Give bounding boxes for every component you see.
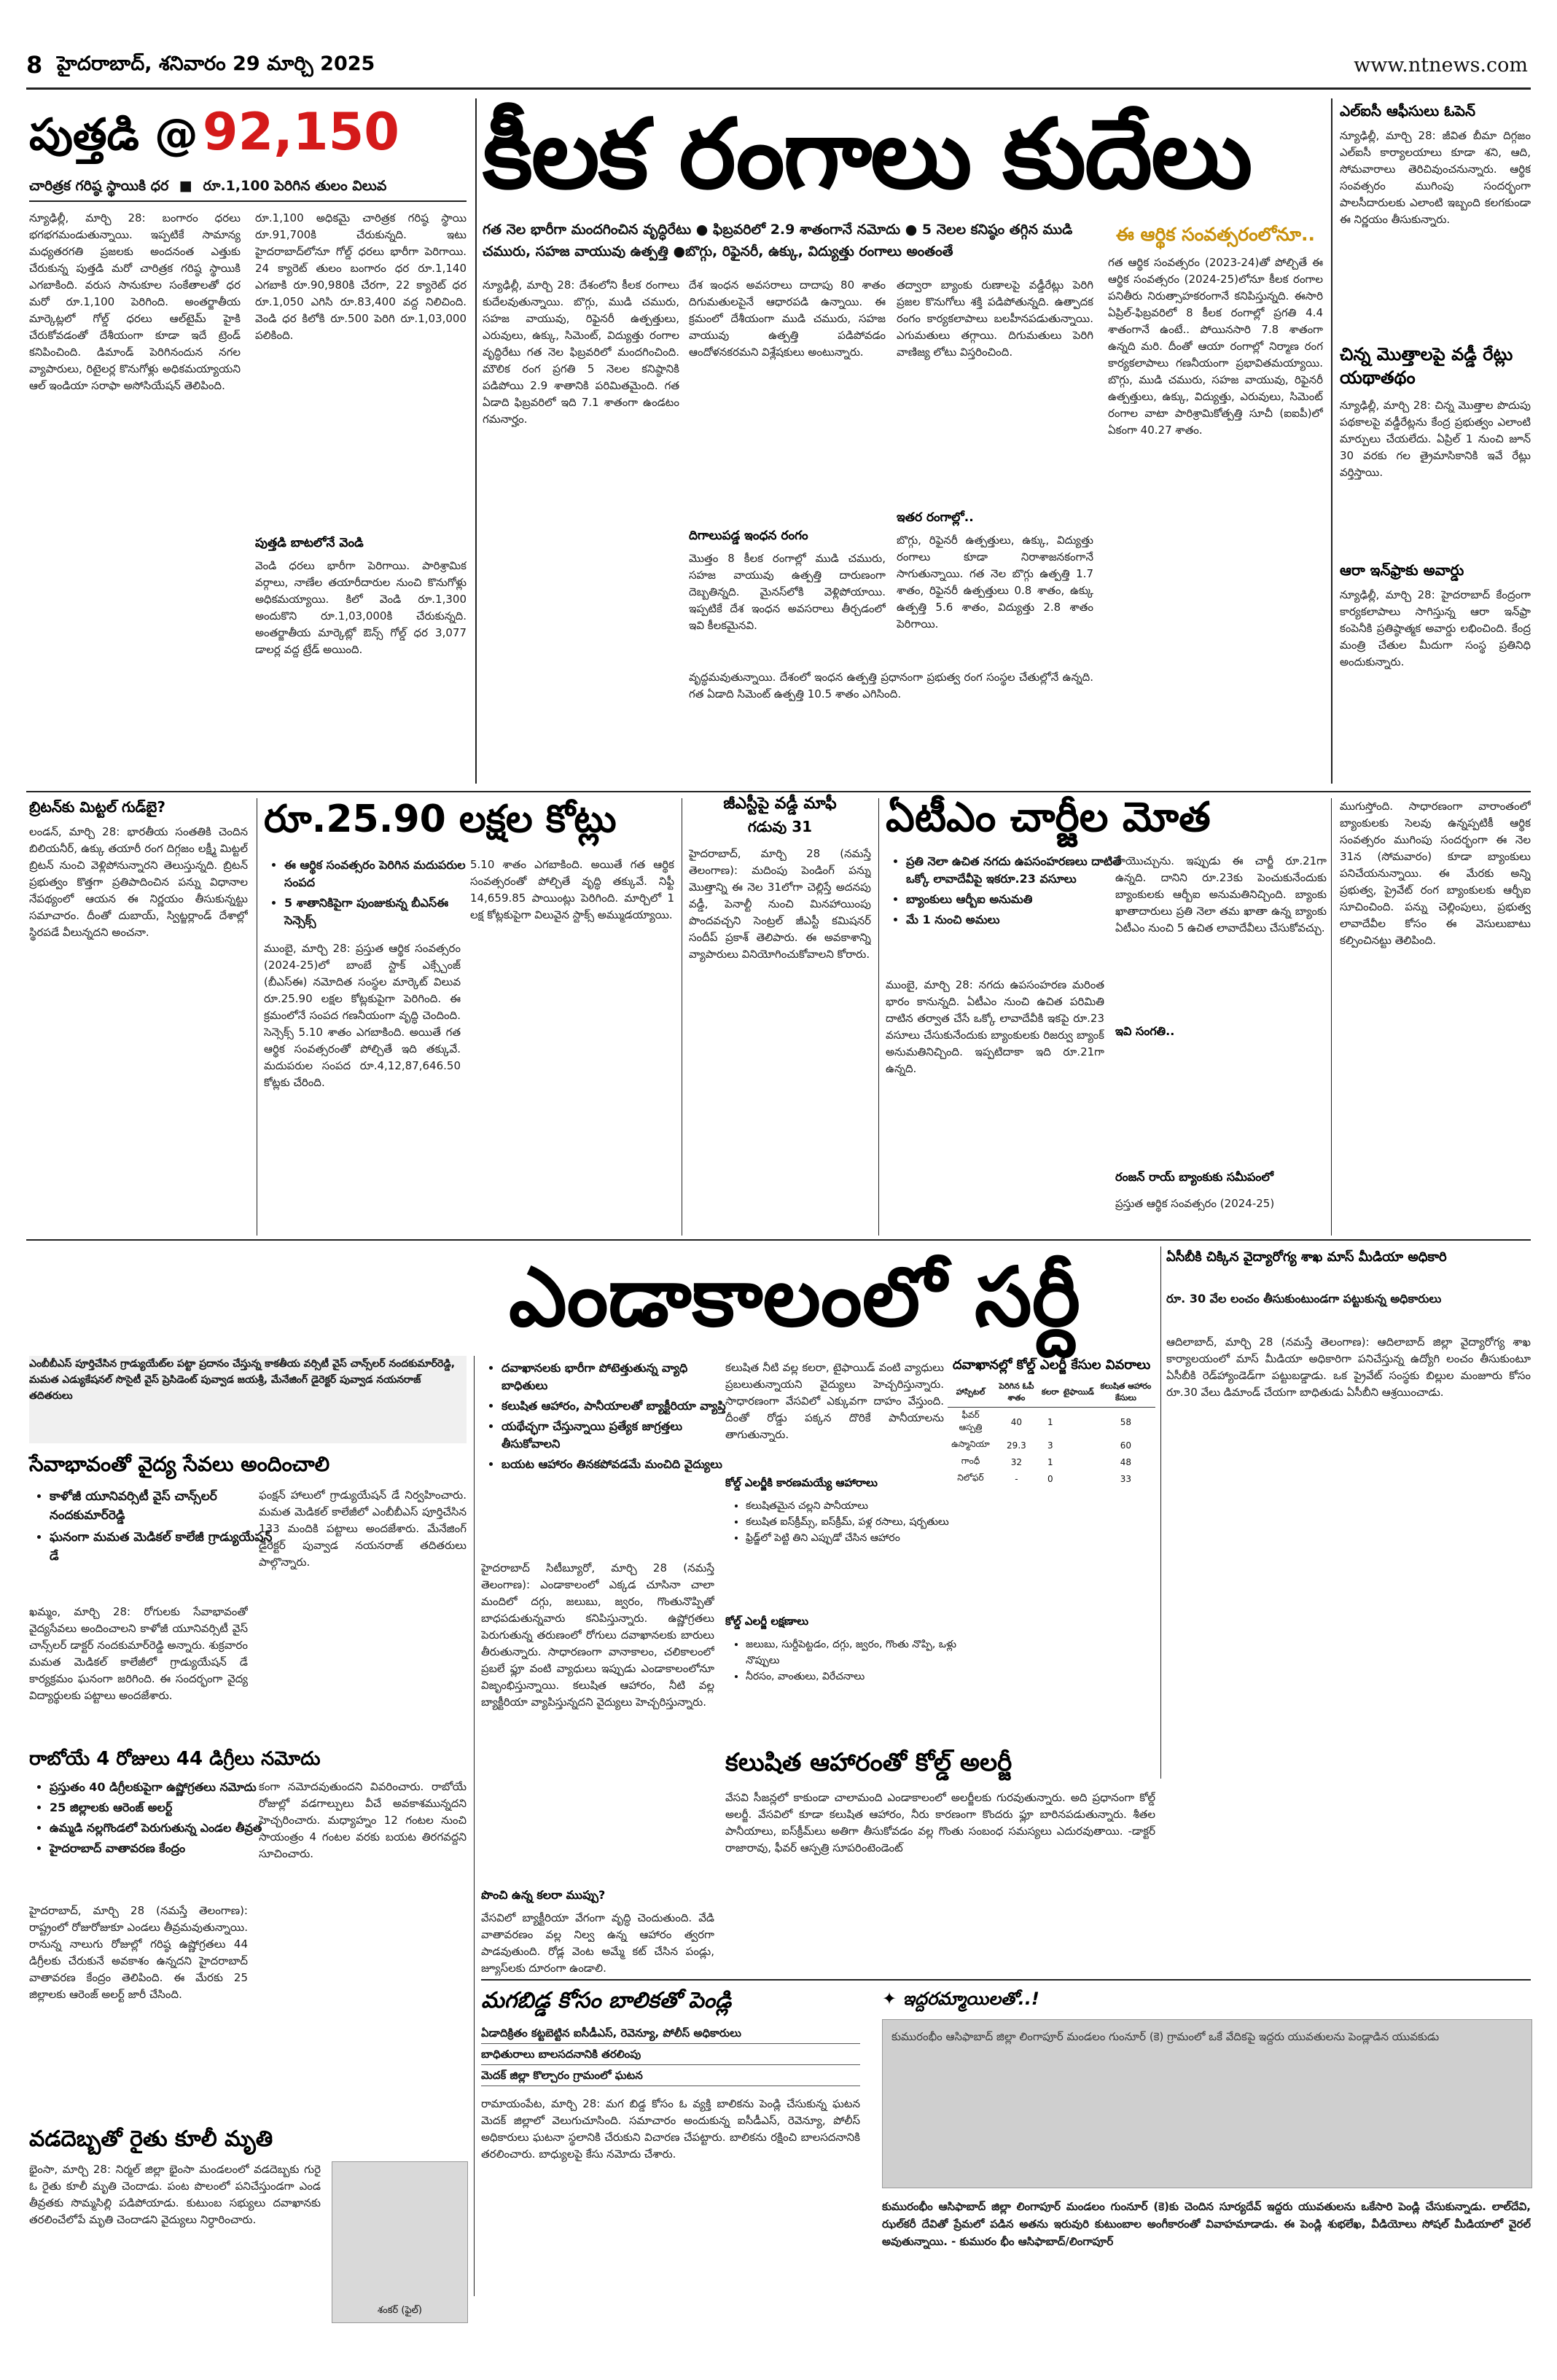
symptom-item: • నీరసం, వాంతులు, విరేచనాలు xyxy=(746,1669,964,1685)
heat-bullet: • ఉమ్మడి నల్లగొండలో పెరుగుతున్న ఎండల తీవ్రత xyxy=(50,1819,268,1837)
marriage-headline: మగబిడ్డ కోసం బాలికతో పెండ్లి xyxy=(481,1988,732,2013)
table-cell: 33 xyxy=(1120,1473,1132,1484)
main-body-col2b: మొత్తం 8 కీలక రంగాల్లో ముడి చమురు, సహజ వాయువు ఉత్పత్తి దారుణంగా దెబ్బతిన్నది. మైనస్‌లోకి వెళ్లిపోయాయి. ఇప్పటికే దేశ ఇంధన అవసరాలు తీర్చడంలో ఇవి కీలకమైనవి. xyxy=(689,552,886,632)
medical-college-head: సేవాభావంతో వైద్య సేవలు అందించాలి xyxy=(29,1452,330,1476)
atm-text2: రాయొచ్చును. ఇప్పుడు ఈ చార్జీ రూ.21గా ఉన్నది. దానిని రూ.23కు పెంచుకునేందుకు బ్యాంకులకు ఆర్బీఐ అనుమతినిచ్చింది. బ్యాంకు ఖాతాదారులు ప్రతి నెలా తమ ఖాతా ఉన్న బ్యాంకు ఏటీఎం నుంచి 5 ఉచిత లావాదేవీలు చేసుకోవచ్చు. xyxy=(1115,854,1327,935)
small-savings-head: చిన్న మొత్తాలపై వడ్డీ రేట్లు యథాతథం xyxy=(1340,344,1513,388)
aura-head: ఆరా ఇన్‌ఫ్రాకు అవార్డు xyxy=(1340,561,1464,579)
cases-table xyxy=(948,1379,1155,1487)
gst-sub: గడువు 31 xyxy=(747,818,813,835)
table-cell: 29.3 xyxy=(1007,1440,1026,1451)
col-divider xyxy=(1331,98,1332,784)
table-cell: గాంధీ xyxy=(961,1456,980,1466)
col-divider xyxy=(1331,798,1332,1236)
sparkle-icon: ✦ xyxy=(882,1989,903,2009)
col-divider xyxy=(878,798,879,1236)
main-body-col3: తద్వారా బ్యాంకు రుణాలపై వడ్డీరేట్లు పెరిగి ప్రజల కొనుగోలు శక్తి పడిపోతున్నది. ఉత్పాదక రంగం కార్యకలాపాలు బలహీనపడుతున్నాయి. ఎగుమతులు తగ్గాయి. దిగుమతులు పెరిగి వాణిజ్య లోటు విస్తరించింది. xyxy=(897,278,1093,359)
main-subhead-energy: దిగాలుపడ్డ ఇంధన రంగం xyxy=(689,528,808,543)
lic-head: ఎల్ఐసీ ఆఫీసులు ఓపెన్ xyxy=(1340,102,1476,120)
table-cell: 0 xyxy=(1047,1473,1053,1484)
summer-text-c: వేసవిలో బ్యాక్టీరియా వేగంగా వృద్ధి చెందుతుంది. వేడి వాతావరణం వల్ల నిల్వ ఉన్న ఆహారం త్వరగా పాడవుతుంది. రోడ్ల వెంట అమ్మే కట్ చేసిన పండ్లు, జ్యూస్‌లకు దూరంగా ఉండాలి. xyxy=(481,1911,714,1975)
table-cell: 32 xyxy=(1010,1456,1023,1467)
section-rule xyxy=(26,1239,1531,1241)
crore-bullets xyxy=(264,857,481,932)
banks-open-text: ముగుస్తోంది. సాధారణంగా వారాంతంలో బ్యాంకులకు సెలవు ఉన్నప్పటికీ ఆర్థిక సంవత్సరం ముగింపు సందర్భంగా ఈ నెల 31న (సోమవారం) కూడా బ్యాంకులు పనిచేయనున్నాయి. ఈ మేరకు అన్ని ప్రభుత్వ, ప్రైవేట్ రంగ బ్యాంకులకు ఆర్బీఐ సూచించింది. పన్ను చెల్లింపులు, ప్రభుత్వ లావాదేవీల కోసం ఈ వెసులుబాటు కల్పించినట్టు తెలిపింది. xyxy=(1340,800,1531,947)
cases-table-head: దవాఖానల్లో కోల్డ్ ఎలర్జీ కేసుల వివరాలు xyxy=(952,1357,1151,1373)
cold-food-item: • కలుషితమైన చల్లని పానీయాలు xyxy=(746,1498,964,1514)
marriage-bullet: మెదక్ జిల్లా కొల్చారం గ్రామంలో ఘటన xyxy=(481,2065,860,2086)
heat-bullet: • హైదరాబాద్ వాతావరణ కేంద్రం xyxy=(50,1840,268,1857)
farmer-photo xyxy=(332,2161,468,2323)
col-divider xyxy=(474,1356,475,2296)
table-cell xyxy=(1061,1408,1096,1437)
gold-headline-prefix: పుత్తడి @ xyxy=(29,109,198,160)
summer-bullets xyxy=(481,1359,735,1476)
year-box-head: ఈ ఆర్థిక సంవత్సరంలోనూ.. xyxy=(1115,224,1315,245)
summer-headline: ఎండాకాలంలో సర్దీ xyxy=(508,1250,1081,1345)
main-headline: కీలక రంగాలు కుదేలు xyxy=(483,98,1252,211)
gold-price: 92,150 xyxy=(202,102,399,162)
couple-photo-caption: కుమురంభీం ఆసిఫాబాద్ జిల్లా లింగాపూర్ మండలం గుంనూర్ (కె) గ్రామంలో ఒకే వేదికపై ఇద్దరు యువతులను పెండ్లాడిన యువకుడు xyxy=(891,2030,1440,2043)
summer-bullet: • కలుషిత ఆహారం, పానీయాలతో బ్యాక్టీరియా వ్యాప్తి xyxy=(502,1397,735,1415)
cases-table-box xyxy=(948,1356,1155,1487)
summer-subhead-cholera: పొంచి ఉన్న కలరా ముప్పు? xyxy=(481,1888,606,1902)
atm-bullet: • మే 1 నుంచి అమలు xyxy=(906,911,1125,929)
aura-text: న్యూఢిల్లీ, మార్చి 28: హైదరాబాద్ కేంద్రంగా కార్యకలాపాలు సాగిస్తున్న ఆరా ఇన్‌ఫ్రా కంపెనీకి ప్రతిష్ఠాత్మక అవార్డు లభించింది. కేంద్ర మంత్రి చేతుల మీదుగా సంస్థ ప్రతినిధి అందుకున్నారు. xyxy=(1340,588,1531,668)
summer-bullet: • దవాఖానలకు భారీగా పోటెత్తుతున్న వ్యాధి బాధితులు xyxy=(502,1359,735,1394)
marriage-bullet: బాధితురాలు బాలసదనానికి తరలింపు xyxy=(481,2044,860,2065)
main-body-col1: న్యూఢిల్లీ, మార్చి 28: దేశంలోని కీలక రంగాలు కుదేలవుతున్నాయి. బొగ్గు, ముడి చమురు, సహజ వాయువు, రిఫైనరీ ఉత్పత్తులు, ఎరువులు, ఉక్కు, సిమెంట్, విద్యుత్తు రంగాల వృద్ధిరేటు గత నెల ఫిబ్రవరిలో మందగించింది. మౌలిక రంగ ప్రగతి 5 నెలల కనిష్ఠానికి పడిపోయి 2.9 శాతానికి పరిమితమైంది. గత ఏడాది ఫిబ్రవరిలో ఇది 7.1 శాతంగా ఉండటం గమనార్హం. xyxy=(483,278,679,426)
medical-college-bullets xyxy=(29,1487,283,1569)
farmer-headline: వడదెబ్బతో రైతు కూలీ మృతి xyxy=(29,2126,273,2152)
crore-text2: 5.10 శాతం ఎగబాకింది. అయితే గత ఆర్థిక సంవత్సరంతో పోల్చితే వృద్ధి తక్కువే. నిఫ్టీ 14,659.85 పాయింట్లు పెరిగింది. మార్చిలో 1 లక్ష కోట్లకుపైగా విలువైన స్టాక్స్ అమ్ముడయ్యాయి. xyxy=(470,858,674,921)
allergy-text: వేసవి సీజన్లలో కాకుండా చాలామంది ఎండాకాలంలో అలర్జీలకు గురవుతున్నారు. అది ప్రధానంగా కోల్డ్ అలర్జీ. వేసవిలో కూడా కలుషిత ఆహారం, నీరు కారణంగా కొందరు ఫ్లూ బారినపడుతున్నారు. శీతల పానీయాలు, ఐస్‌క్రీమ్‌లు అతిగా తీసుకోవడం వల్ల గొంతు సంబంధ సమస్యలు ఎదురవుతాయి. -డాక్టర్ రాజారావు, ఫీవర్ ఆస్పత్రి సూపరింటెండెంట్ xyxy=(725,1791,1155,1854)
table-row xyxy=(948,1437,1155,1454)
couple-head-text: ఇద్దరమ్మాయిలతో..! xyxy=(902,1989,1039,2009)
table-cell: 60 xyxy=(1120,1440,1132,1451)
heat-text2: కంగా నమోదవుతుందని వివరించారు. రాబోయే రోజుల్లో వడగాల్పులు వీచే అవకాశమున్నదని హెచ్చరించారు. మధ్యాహ్నం 12 గంటల నుంచి సాయంత్రం 4 గంటల వరకు బయట తిరగవద్దని సూచించారు. xyxy=(259,1780,467,1860)
atm-subhead2: రంజన్ రాయ్ బ్యాంకుకు సమీపంలో xyxy=(1115,1170,1273,1184)
main-body-col3b: బొగ్గు, రిఫైనరీ ఉత్పత్తులు, ఉక్కు, విద్యుత్తు రంగాలు కూడా నిరాశాజనకంగానే సాగుతున్నాయి. గత నెల బొగ్గు ఉత్పత్తి 1.7 శాతం, రిఫైనరీ ఉత్పత్తులు 0.8 శాతం, ఉక్కు ఉత్పత్తి 5.6 శాతం, విద్యుత్తు 2.8 శాతం పెరిగాయి. xyxy=(897,534,1093,631)
atm-subhead: ఇవి సంగతి.. xyxy=(1115,1024,1175,1038)
crore-headline: రూ.25.90 లక్షల కోట్లు xyxy=(264,797,617,841)
table-header-row xyxy=(948,1379,1155,1408)
couple-text: కుమురంభీం ఆసిఫాబాద్ జిల్లా లింగాపూర్ మండలం గుంనూర్ (కె)కు చెందిన సూర్యదేవ్ ఇద్దరు యువతులను ఒకేసారి పెండ్లి చేసుకున్నాడు. లాల్‌దేవి, ఝల్‌కరీ దేవితో ప్రేమలో పడిన అతను ఇరువురి కుటుంబాల అంగీకారంతో వివాహమాడాడు. ఈ పెండ్లి శుభలేఖ, వీడియోలు సోషల్ మీడియాలో వైరల్ అవుతున్నాయి. - కుమురం భీం ఆసిఫాబాద్/లింగాపూర్ xyxy=(882,2200,1531,2248)
gold-subhead-silver: పుత్తడి బాటలోనే వెండి xyxy=(255,536,364,550)
acb-text: ఆదిలాబాద్, మార్చి 28 (నమస్తే తెలంగాణ): ఆదిలాబాద్ జిల్లా వైద్యారోగ్య శాఖ కార్యాలయంలో మాస్ మీడియా అధికారిగా పనిచేస్తున్న ఉద్యోగి లంచం తీసుకుంటూ ఏసీబీకి రెడ్‌హ్యాండెడ్‌గా పట్టుబడ్డాడు. ఒక ప్రైవేట్ సంస్థకు బిల్లుల మంజూరు కోసం రూ.30 వేలు డిమాండ్ చేయగా బాధితుడు ఏసీబీని ఆశ్రయించాడు. xyxy=(1166,1335,1531,1399)
atm-bullets xyxy=(886,853,1125,932)
summer-bullet: • బయట ఆహారం తినకపోవడమే మంచిది వైద్యులు xyxy=(502,1456,735,1473)
gold-sub-right: రూ.1,100 పెరిగిన తులం విలువ xyxy=(203,178,387,194)
photo-caption-graduation: ఎంబీబీఎస్ పూర్తిచేసిన గ్రాడ్యుయేట్‌ల పట్టా ప్రదానం చేస్తున్న కాకతీయ వర్సిటీ వైస్ చాన్స్‌లర్ నందకుమార్‌రెడ్డి, మమత ఎడ్యుకేషనల్ సొసైటీ వైస్ ప్రెసిడెంట్ పువ్వాడ జయశ్రీ, మేనేజింగ్ డైరెక్టర్ పువ్వాడ నయనరాజ్ తదితరులు xyxy=(29,1356,467,1443)
atm-headline: ఏటీఎం చార్జీల మోత xyxy=(886,794,1211,841)
mittal-head: బ్రిటన్‌కు మిట్టల్ గుడ్‌బై? xyxy=(29,798,165,816)
crore-text: ముంబై, మార్చి 28: ప్రస్తుత ఆర్థిక సంవత్సరం (2024-25)లో బాంబే స్టాక్ ఎక్స్చేంజ్ (బీఎస్ఈ) నమోదిత సంస్థల మార్కెట్ విలువ రూ.25.90 లక్షల కోట్లకుపైగా పెరిగింది. ఈ క్రమంలోనే సంపద గణనీయంగా వృద్ధి చెందింది. సెన్సెక్స్ 5.10 శాతం ఎగబాకింది. అయితే గత ఆర్థిక సంవత్సరంతో పోల్చితే ఇది తక్కువే. మదుపరుల సంపద రూ.4,12,87,646.50 కోట్లకు చేరింది. xyxy=(264,942,461,1089)
heat-text: హైదరాబాద్, మార్చి 28 (నమస్తే తెలంగాణ): రాష్ట్రంలో రోజురోజుకూ ఎండలు తీవ్రమవుతున్నాయి. రానున్న నాలుగు రోజుల్లో గరిష్ఠ ఉష్ణోగ్రతలు 44 డిగ్రీలకు చేరుకునే అవకాశం ఉన్నదని హైదరాబాద్ వాతావరణ కేంద్రం తెలిపింది. ఈ మేరకు 25 జిల్లాలకు ఆరెంజ్ అలర్ట్ జారీ చేసింది. xyxy=(29,1904,248,2001)
summer-subhead-foods: కోల్డ్ ఎలర్జీకి కారణమయ్యే ఆహారాలు xyxy=(725,1476,878,1489)
year-box-text: గత ఆర్థిక సంవత్సరం (2023-24)తో పోల్చితే ఈ ఆర్థిక సంవత్సరం (2024-25)లోనూ కీలక రంగాల పనితీరు నిరుత్సాహకరంగానే కనిపిస్తున్నది. ఈసారి ఏప్రిల్-ఫిబ్రవరిలో 8 కీలక రంగాల్లో ప్రగతి 4.4 శాతంగానే ఉంటే.. పోయినసారి 7.8 శాతంగా ఉన్నది మరి. దీంతో ఆయా రంగాల్లో నిర్మాణ రంగ కార్యకలాపాలు గణనీయంగా ప్రభావితమయ్యాయి. బొగ్గు, ముడి చమురు, సహజ వాయువు, రిఫైనరీ ఉత్పత్తులు, ఉక్కు, విద్యుత్తు, ఎరువులు, సిమెంట్ రంగాల వాటా పారిశ్రామికోత్పత్తి సూచీ (ఐఐపీ)లో ఏకంగా 40.27 శాతం. xyxy=(1108,256,1323,437)
symptom-list xyxy=(725,1636,964,1685)
summer-text-b: కలుషిత నీటి వల్ల కలరా, టైఫాయిడ్ వంటి వ్యాధులు ప్రబలుతున్నాయని వైద్యులు హెచ్చరిస్తున్నారు. సాధారణంగా వేసవిలో ఎక్కువగా దాహం వేస్తుంది. దీంతో రోడ్డు పక్కన దొరికే పానీయాలను తాగుతున్నారు. xyxy=(725,1361,944,1441)
summer-subhead-symptoms: కోల్డ్ ఎలర్జీ లక్షణాలు xyxy=(725,1615,809,1628)
gst-text: హైదరాబాద్, మార్చి 28 (నమస్తే తెలంగాణ): మదింపు పెండింగ్ పన్ను మొత్తాన్ని ఈ నెల 31లోగా చెల్లిస్తే అదనపు వడ్డీ, పెనాల్టీ నుంచి మినహాయింపు పొందవచ్చని సెంట్రల్ జీఎస్టీ కమిషనర్ సందీప్ ప్రకాశ్ తెలిపారు. ఈ అవకాశాన్ని వ్యాపారులు వినియోగించుకోవాలని కోరారు. xyxy=(689,847,871,961)
table-cell: 40 xyxy=(1010,1417,1023,1427)
crore-bullet: • 5 శాతానికిపైగా పుంజుకున్న బీఎస్ఈ సెన్సెక్స్ xyxy=(284,894,481,929)
site-url: www.ntnews.com xyxy=(1354,54,1528,77)
mittal-text: లండన్, మార్చి 28: భారతీయ సంతతికి చెందిన బిలియనీర్, ఉక్కు తయారీ రంగ దిగ్గజం లక్ష్మీ మిట్టల్ బ్రిటన్ నుంచి వెళ్లిపోనున్నారని తెలుస్తున్నది. బ్రిటన్ ప్రభుత్వం కొత్తగా ప్రతిపాదించిన పన్ను విధానాల నేపథ్యంలో ఆయన ఈ నిర్ణయం తీసుకున్నట్టు సమాచారం. దీంతో దుబాయ్, స్విట్జర్లాండ్ దేశాల్లో స్థిరపడే వీలున్నదని అంచనా. xyxy=(29,825,248,939)
table-cell: నిలోఫర్ xyxy=(957,1472,984,1483)
atm-bullet: • బ్యాంకులు ఆర్బీఐ అనుమతి xyxy=(906,891,1125,908)
atm-foot: ప్రస్తుత ఆర్థిక సంవత్సరం (2024-25) xyxy=(1115,1197,1275,1210)
table-header: టైఫాయిడ్ xyxy=(1061,1379,1096,1408)
gold-sub-left: చారిత్రక గరిష్ఠ స్థాయికి ధర xyxy=(29,178,169,194)
main-deck: గత నెల భారీగా మందగించిన వృద్ధిరేటు ● ఫిబ్రవరిలో 2.9 శాతంగానే నమోదు ● 5 నెలల కనిష్ఠం తగ్గిన ముడి చమురు, సహజ వాయువు ఉత్పత్తి ●బొగ్గు, రిఫైనరీ, ఉక్కు, విద్యుత్తు రంగాలు అంతంతే xyxy=(483,222,1073,260)
cold-food-item: • కలుషిత ఐస్‌క్రీమ్స్, ఐస్‌క్రీమ్, పళ్ల రసాలు, షర్బతులు xyxy=(746,1514,964,1530)
cold-food-list xyxy=(725,1498,964,1546)
gold-body-col1: న్యూఢిల్లీ, మార్చి 28: బంగారం ధరలు భగభగమండుతున్నాయి. ఇప్పటికే సామాన్య మధ్యతరగతి ప్రజలకు అందనంత ఎత్తుకు చేరుకున్న పుత్తడి మరో చారిత్రక గరిష్ఠ స్థాయికి ఎగబాకింది. వరుస సానుకూల సంకేతాలతో ధర మరో రూ.1,100 పెరిగింది. అంతర్జాతీయ మార్కెట్లలో గోల్డ్ ధరలు ఆల్‌టైమ్ హైకి చేరుకోవడంతో దేశీయంగా కూడా ఇదే ట్రెండ్ కనిపించింది. డిమాండ్ పెరిగినందున నగల వ్యాపారులు, రిటైలర్ల కొనుగోళ్లు అధికమయ్యాయని ఆల్ ఇండియా సరాఫా అసోసియేషన్ తెలిపింది. xyxy=(29,211,241,392)
heat-bullet: • 25 జిల్లాలకు ఆరెంజ్ అలర్ట్ xyxy=(50,1799,268,1817)
table-cell xyxy=(1061,1437,1096,1454)
gst-head: జీఎస్టీపై వడ్డీ మాఫీ xyxy=(723,795,837,813)
couple-photo xyxy=(882,2019,1532,2188)
medical-bullet: • ఘనంగా మమత మెడికల్ కాలేజీ గ్రాడ్యుయేషన్ డే xyxy=(50,1528,283,1566)
couple-headline xyxy=(882,1986,1319,2011)
marriage-bullets xyxy=(481,2023,860,2086)
acb-sub: రూ. 30 వేల లంచం తీసుకుంటుండగా పట్టుకున్న అధికారులు xyxy=(1166,1292,1442,1306)
year-box xyxy=(1108,222,1323,784)
gold-rule xyxy=(29,200,467,202)
heat-bullet: • ప్రస్తుతం 40 డిగ్రీలకుపైగా ఉష్ణోగ్రతలు నమోదు xyxy=(50,1779,268,1796)
table-cell: ఫీవర్ ఆస్పత్రి xyxy=(959,1410,983,1432)
table-cell: 58 xyxy=(1120,1417,1132,1427)
main-subhead-other: ఇతర రంగాల్లో.. xyxy=(897,510,974,525)
acb-head: ఏసీబీకి చిక్కిన వైద్యారోగ్య శాఖ మాస్ మీడియా అధికారి xyxy=(1166,1249,1447,1265)
heat-bullets xyxy=(29,1779,268,1860)
symptom-item: • జలుబు, సుర్దీపెట్టడం, దగ్గు, జ్వరం, గొంతు నొప్పి, ఒళ్లు నొప్పులు xyxy=(746,1636,964,1669)
marriage-text: రామాయంపేట, మార్చి 28: మగ బిడ్డ కోసం ఓ వ్యక్తి బాలికను పెండ్లి చేసుకున్న ఘటన మెదక్ జిల్లాలో వెలుగుచూసింది. సమాచారం అందుకున్న ఐసీడీఎస్, రెవెన్యూ, పోలీస్ అధికారులు ఘటనా స్థలానికి చేరుకుని విచారణ చేపట్టారు. బాలికను రక్షించి బాలసదనానికి తరలించారు. బాధ్యులపై కేసు నమోదు చేశారు. xyxy=(481,2097,860,2161)
cold-food-item: • ఫ్రిడ్జ్‌లో పెట్టి తిని ఎప్పుడో చేసిన ఆహారం xyxy=(746,1530,964,1546)
allergy-headline: కలుషిత ఆహారంతో కోల్డ్ అలర్జీ xyxy=(725,1748,1012,1777)
gold-headline xyxy=(29,102,399,171)
section-rule xyxy=(481,1979,1531,1981)
crore-bullet: • ఈ ఆర్థిక సంవత్సరం పెరిగిన మదుపరుల సంపద xyxy=(284,857,481,891)
table-row xyxy=(948,1454,1155,1470)
table-header: కలరా xyxy=(1039,1379,1061,1408)
table-cell: 3 xyxy=(1047,1440,1053,1451)
table-cell: 48 xyxy=(1120,1456,1132,1467)
table-header: కలుషిత ఆహారం కేసులు xyxy=(1096,1379,1155,1408)
summer-text: హైదరాబాద్ సిటీబ్యూరో, మార్చి 28 (నమస్తే తెలంగాణ): ఎండాకాలంలో ఎక్కడ చూసినా చాలా మందిలో దగ్గు, జలుబు, జ్వరం, గొంతునొప్పితో బాధపడుతున్నవారు కనిపిస్తున్నారు. ఉష్ణోగ్రతలు పెరుగుతున్న తరుణంలో రోగులు దవాఖానలకు బారులు తీరుతున్నారు. సాధారణంగా వానాకాలం, చలికాలంలో ప్రబలే ఫ్లూ వంటి వ్యాధులు ఇప్పుడు ఎండాకాలంలోనూ విజృంభిస్తున్నాయి. కలుషిత ఆహారం, నీటి వల్ల బ్యాక్టీరియా వ్యాపిస్తున్నదని వైద్యులు హెచ్చరిస్తున్నారు. xyxy=(481,1561,714,1709)
small-savings-text: న్యూఢిల్లీ, మార్చి 28: చిన్న మొత్తాల పొదుపు పథకాలపై వడ్డీరేట్లను కేంద్ర ప్రభుత్వం ఎలాంటి మార్పులు చేయలేదు. ఏప్రిల్ 1 నుంచి జూన్ 30 వరకు గల త్రైమాసికానికి ఇవే రేట్లు వర్తిస్తాయి. xyxy=(1340,399,1531,479)
main-body-bottom: వృద్ధమవుతున్నాయి. దేశంలో ఇంధన ఉత్పత్తి ప్రధానంగా ప్రభుత్వ రంగ సంస్థల చేతుల్లోనే ఉన్నది. గత ఏడాది సిమెంట్ ఉత్పత్తి 10.5 శాతం ఎగిసింది. xyxy=(689,671,1093,701)
page-number: 8 xyxy=(26,51,43,79)
table-header: పెరిగిన ఓపీ శాతం xyxy=(994,1379,1039,1408)
lic-text: న్యూఢిల్లీ, మార్చి 28: జీవిత బీమా దిగ్గజం ఎల్ఐసీ కార్యాలయాలు కూడా శని, ఆది, సోమవారాలు తెరిచివుంచనున్నారు. ఆర్థిక సంవత్సరం ముగింపు సందర్భంగా పాలసీదారులకు ఎలాంటి ఇబ్బంది కలగకుండా ఈ నిర్ణయం తీసుకున్నారు. xyxy=(1340,129,1531,226)
medical-college-text: ఖమ్మం, మార్చి 28: రోగులకు సేవాభావంతో వైద్యసేవలు అందించాలని కాళోజీ యూనివర్సిటీ వైస్ చాన్స్‌లర్ డాక్టర్ నందకుమార్‌రెడ్డి అన్నారు. శుక్రవారం మమత మెడికల్ కాలేజీలో గ్రాడ్యుయేషన్ డే కార్యక్రమం ఘనంగా జరిగింది. ఈ సందర్భంగా వైద్య విద్యార్థులకు పట్టాలు అందజేశారు. xyxy=(29,1605,248,1702)
gold-body-col2: రూ.1,100 అధికమై చారిత్రక గరిష్ఠ స్థాయి రూ.91,700కి చేరుకున్నది. ఇటు హైదరాబాద్‌లోనూ గోల్డ్ ధరలు భారీగా పెరిగాయి. 24 క్యారెట్ తులం బంగారం ధర రూ.1,140 ఎగబాకి రూ.90,980కి చేరగా, 22 క్యారెట్ ధర రూ.1,050 ఎగిసి రూ.83,400 వద్ద నిలిచింది. వెండి ధర కిలోకి రూ.500 పెరిగి రూ.1,03,000 పలికింది. xyxy=(255,211,467,342)
atm-text: ముంబై, మార్చి 28: నగదు ఉపసంహరణ మరింత భారం కానున్నది. ఏటీఎం నుంచి ఉచిత పరిమితి దాటిన తర్వాత చేసే ఒక్కో లావాదేవీకి ఇకపై రూ.23 వసూలు చేసుకునేందుకు బ్యాంకులకు రిజర్వు బ్యాంక్ అనుమతినిచ్చింది. ఇప్పటిదాకా ఇది రూ.21గా ఉన్నది. xyxy=(886,978,1104,1075)
heat-headline: రాబోయే 4 రోజులు 44 డిగ్రీలు నమోదు xyxy=(29,1748,321,1770)
summer-bullet: • యథేచ్ఛగా చేస్తున్నాయి ప్రత్యేక జాగ్రత్తలు తీసుకోవాలని xyxy=(502,1418,735,1453)
farmer-text: భైంసా, మార్చి 28: నిర్మల్ జిల్లా భైంసా మండలంలో వడదెబ్బకు గురై ఓ రైతు కూలీ మృతి చెందాడు. పంట పొలంలో పనిచేస్తుండగా ఎండ తీవ్రతకు సొమ్మసిల్లి పడిపోయాడు. కుటుంబ సభ్యులు దవాఖానకు తరలించేలోపే మృతి చెందాడని వైద్యులు నిర్ధారించారు. xyxy=(29,2163,321,2226)
medical-bullet: • కాళోజీ యూనివర్సిటీ వైస్ చాన్స్‌లర్ నందకుమార్‌రెడ్డి xyxy=(50,1487,283,1525)
atm-bullet: • ప్రతి నెలా ఉచిత నగదు ఉపసంహరణలు దాటితే ఒక్కో లావాదేవీపై ఇకరూ.23 వసూలు xyxy=(906,853,1125,888)
table-row xyxy=(948,1470,1155,1487)
medical-college-text2: ఫంక్షన్ హాలులో గ్రాడ్యుయేషన్ డే నిర్వహించారు. మమత మెడికల్ కాలేజీలో ఎంబీబీఎస్ పూర్తిచేసిన 133 మందికి పట్టాలు అందజేశారు. మేనేజింగ్ డైరెక్టర్ పువ్వాడ నయనరాజ్ తదితరులు పాల్గొన్నారు. xyxy=(259,1489,467,1569)
gold-subheads: చారిత్రక గరిష్ఠ స్థాయికి ధర ■ రూ.1,100 పెరిగిన తులం విలువ xyxy=(29,178,387,194)
gold-body-col2b: వెండి ధరలు భారీగా పెరిగాయి. పారిశ్రామిక వర్గాలు, నాణేల తయారీదారుల నుంచి కొనుగోళ్లు అధికమయ్యాయి. కిలో వెండి రూ.1,300 అందుకొని రూ.1,03,000కి చేరుకున్నది. అంతర్జాతీయ మార్కెట్లో ఔన్స్ గోల్డ్ ధర 3,077 డాలర్ల వద్ద ట్రేడ్ అయింది. xyxy=(255,559,467,656)
table-cell xyxy=(1061,1454,1096,1470)
masthead-rule xyxy=(26,87,1531,90)
main-body-col2: దేశ ఇంధన అవసరాలు దాదాపు 80 శాతం దిగుమతులపైనే ఆధారపడి ఉన్నాయి. ఈ క్రమంలో దేశీయంగా ముడి చమురు, సహజ వాయువు ఉత్పత్తి పడిపోవడం ఆందోళనకరమని విశ్లేషకులు అంటున్నారు. xyxy=(689,278,886,359)
table-row xyxy=(948,1408,1155,1437)
farmer-photo-caption: శంకర్ (ఫైల్) xyxy=(378,2305,422,2316)
col-divider xyxy=(1160,1246,1161,1779)
table-cell: - xyxy=(1015,1473,1018,1484)
marriage-bullet: ఏడాదిక్రితం కట్టబెట్టిన ఐసీడీఎస్, రెవెన్యూ, పోలీస్ అధికారులు xyxy=(481,2023,860,2044)
col-divider xyxy=(475,98,477,784)
table-cell xyxy=(1061,1470,1096,1487)
dateline: హైదరాబాద్, శనివారం 29 మార్చి 2025 xyxy=(57,52,375,75)
table-cell: ఉస్మానియా xyxy=(951,1439,990,1449)
table-header: హాస్పిటల్ xyxy=(948,1379,994,1408)
table-cell: 1 xyxy=(1047,1456,1053,1467)
table-cell: 1 xyxy=(1047,1417,1053,1427)
